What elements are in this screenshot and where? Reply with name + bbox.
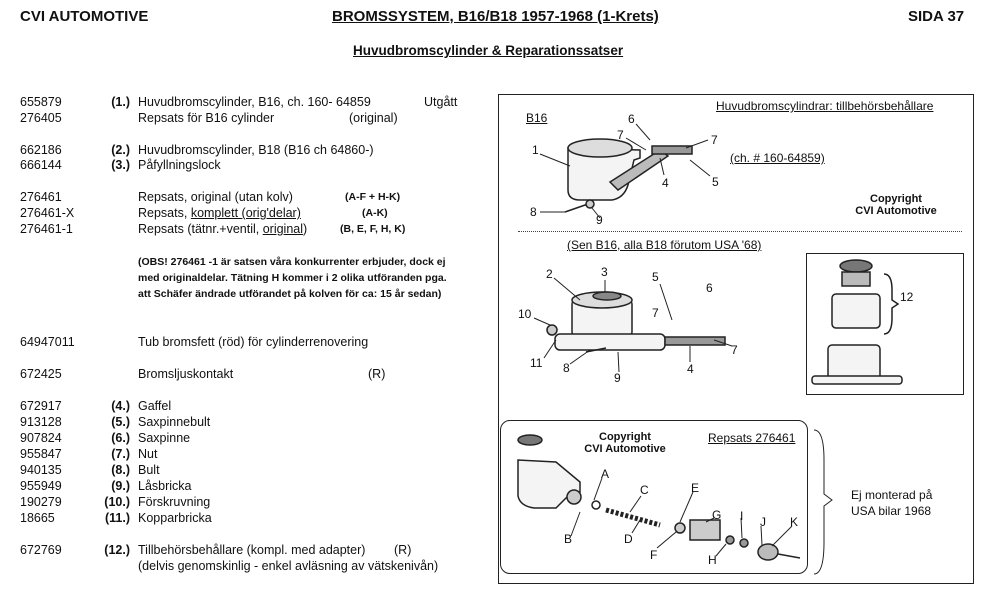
part-description: Förskruvning <box>138 495 211 509</box>
part-number: 662186 <box>20 143 62 157</box>
part-description: Tillbehörsbehållare (kompl. med adapter) <box>138 543 366 557</box>
callout-number: 10 <box>518 307 532 321</box>
part-description: Nut <box>138 447 158 461</box>
part-number: 190279 <box>20 495 62 509</box>
part-note: (original) <box>349 111 398 125</box>
reservoir-drawing <box>812 260 902 384</box>
callout-number: 1 <box>532 143 539 157</box>
callout-number: 3 <box>601 265 608 279</box>
callout-number: 7 <box>731 343 738 357</box>
part-index: (5.) <box>111 415 130 429</box>
callout-number: 7 <box>617 128 624 142</box>
part-number: 940135 <box>20 463 62 477</box>
page-subtitle: Huvudbromscylinder & Reparationssatser <box>353 43 624 58</box>
part-description: Repsats, original (utan kolv) <box>138 190 293 204</box>
callout-letter: I <box>740 509 744 523</box>
callout-number: 5 <box>712 175 719 189</box>
b16-label: B16 <box>526 111 548 125</box>
callout-number: 9 <box>596 213 603 227</box>
callout-number: 5 <box>652 270 659 284</box>
part-number: 672425 <box>20 367 62 381</box>
part-index: (12.) <box>104 543 130 557</box>
part-description: Saxpinnebult <box>138 415 211 429</box>
desc-text: Repsats (tätnr.+ventil, <box>138 222 263 236</box>
part-code: (A-K) <box>362 207 388 219</box>
callout-number: 8 <box>530 205 537 219</box>
competitor-note: (OBS! 276461 -1 är satsen våra konkurrenter erbjuder, dock ej med originaldelar. Tätning H kommer i 2 olika utföranden pga. att Schäfer ändrade utförandet på kolven för ca: 15 år sedan) <box>138 256 447 300</box>
callout-number: 6 <box>628 112 635 126</box>
copyright-stamp <box>562 431 688 455</box>
part-description: Repsats för B16 cylinder <box>138 111 275 125</box>
part-status: Utgått <box>424 95 458 109</box>
desc-text: ) <box>303 222 308 236</box>
part-description: Huvudbromscylinder, B16, ch. 160- 64859 <box>138 95 371 109</box>
part-description: Låsbricka <box>138 479 192 493</box>
part-description: Kopparbricka <box>138 511 212 525</box>
desc-underlined: komplett (orig'delar) <box>190 206 301 220</box>
part-number: 64947011 <box>20 335 75 349</box>
part-description: Bult <box>138 463 160 477</box>
callout-number: 2 <box>546 267 553 281</box>
callout-letter: D <box>624 532 633 546</box>
callout-number: 12 <box>900 290 914 304</box>
callout-number: 6 <box>706 281 713 295</box>
part-description: Bromsljuskontakt <box>138 367 234 381</box>
part-description: Gaffel <box>138 399 172 413</box>
part-number: 276461-1 <box>20 222 73 236</box>
page-number: SIDA 37 <box>908 8 965 25</box>
callout-letter: E <box>691 481 700 495</box>
part-index: (6.) <box>111 431 130 445</box>
callout-number: 8 <box>563 361 570 375</box>
later-models-label: (Sen B16, alla B18 förutom USA '68) <box>567 238 762 252</box>
callout-letter: C <box>640 483 649 497</box>
copyright-stamp <box>836 193 956 217</box>
part-number: 18665 <box>20 511 55 525</box>
callout-letter: B <box>564 532 573 546</box>
part-number: 655879 <box>20 95 62 109</box>
b16-cylinder-drawing <box>565 139 692 212</box>
copyright-line: CVI Automotive <box>584 443 666 455</box>
part-number: 913128 <box>20 415 62 429</box>
part-description: Påfyllningslock <box>138 158 221 172</box>
part-number: 672917 <box>20 399 62 413</box>
copyright-line: Copyright <box>599 431 651 443</box>
part-note: (R) <box>394 543 412 557</box>
part-number: 907824 <box>20 431 62 445</box>
copyright-line: CVI Automotive <box>855 205 937 217</box>
callout-number: 4 <box>662 176 669 190</box>
callout-letter: F <box>650 548 658 562</box>
part-code: (B, E, F, H, K) <box>340 223 406 235</box>
callout-number: 7 <box>711 133 718 147</box>
part-number: 955949 <box>20 479 62 493</box>
callout-number: 9 <box>614 371 621 385</box>
part-index: (9.) <box>111 479 130 493</box>
part-number: 672769 <box>20 543 62 557</box>
not-usa-note: Ej monterad på USA bilar 1968 <box>851 488 933 518</box>
repair-kit-label: Repsats 276461 <box>708 431 796 445</box>
part-description: Tub bromsfett (röd) för cylinderrenovering <box>138 335 369 349</box>
part-number: 276461 <box>20 190 62 204</box>
part-description: Saxpinne <box>138 431 191 445</box>
part-index: (10.) <box>104 495 130 509</box>
part-index: (3.) <box>111 158 130 172</box>
part-index: (4.) <box>111 399 130 413</box>
callout-letter: H <box>708 553 717 567</box>
part-number: 666144 <box>20 158 62 172</box>
part-description-continued: (delvis genomskinlig - enkel avläsning av vätskenivån) <box>138 559 439 573</box>
callout-letter: K <box>790 515 799 529</box>
part-number: 955847 <box>20 447 62 461</box>
part-index: (2.) <box>111 143 130 157</box>
part-index: (1.) <box>111 95 130 109</box>
copyright-line: Copyright <box>870 193 922 205</box>
part-description: Huvudbromscylinder, B18 (B16 ch 64860-) <box>138 143 374 157</box>
part-code: (A-F + H-K) <box>345 191 401 203</box>
part-number: 276405 <box>20 111 62 125</box>
brand-name: CVI AUTOMOTIVE <box>20 8 149 25</box>
callout-number: 4 <box>687 362 694 376</box>
part-note: (R) <box>368 367 386 381</box>
desc-underlined: original <box>262 222 304 236</box>
part-index: (8.) <box>111 463 130 477</box>
part-number: 276461-X <box>20 206 75 220</box>
callout-letter: J <box>760 515 766 529</box>
callout-number: 7 <box>652 306 659 320</box>
part-index: (7.) <box>111 447 130 461</box>
callout-letter: A <box>601 467 610 481</box>
frame-title: Huvudbromscylindrar: tillbehörsbehållare <box>716 99 934 113</box>
b18-cylinder-drawing <box>547 292 725 352</box>
part-index: (11.) <box>104 511 130 525</box>
page-title: BROMSSYSTEM, B16/B18 1957-1968 (1-Krets) <box>332 8 659 25</box>
callout-letter: G <box>712 508 722 522</box>
chassis-label: (ch. # 160-64859) <box>730 151 825 165</box>
desc-text: Repsats, <box>138 206 191 220</box>
callout-number: 11 <box>530 356 543 370</box>
